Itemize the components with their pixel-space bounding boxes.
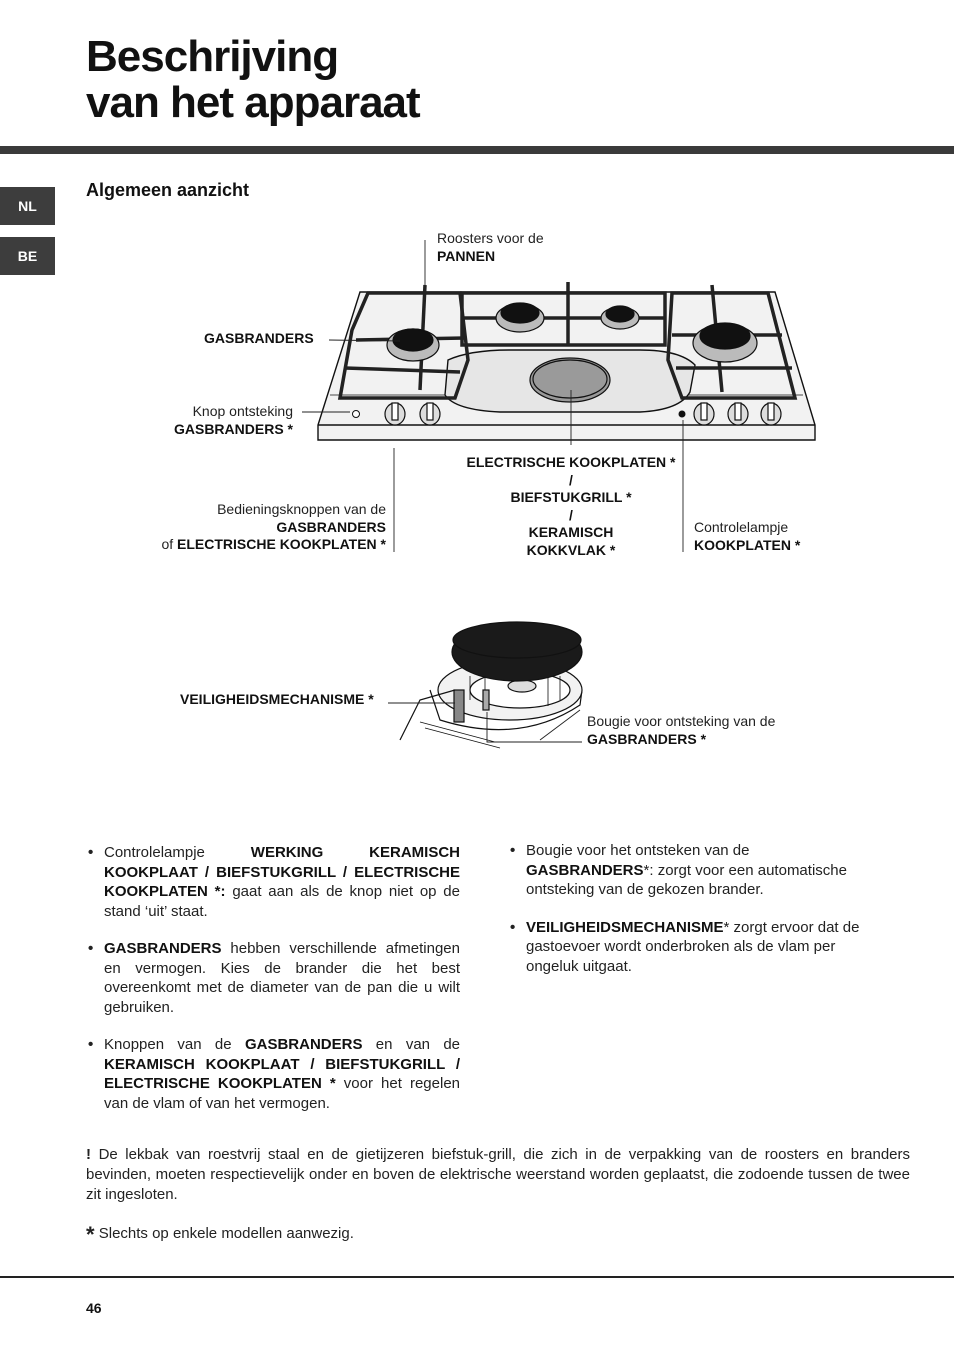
burner-right xyxy=(693,323,757,362)
lang-tab-nl[interactable]: NL xyxy=(0,187,55,225)
page-number: 46 xyxy=(86,1300,102,1316)
label-electrische-kookplaten: ELECTRISCHE KOOKPLATEN * / BIEFSTUKGRILL * / KERAMISCH KOKKVLAK * xyxy=(466,454,676,558)
label-bedieningsknoppen: Bedieningsknoppen van de GASBRANDERS of ELECTRISCHE KOOKPLATEN * xyxy=(161,501,386,552)
label-controlelampje: Controlelampje KOOKPLATEN * xyxy=(694,519,801,553)
footer-rule xyxy=(0,1276,954,1278)
control-lamp xyxy=(679,411,686,418)
list-item: • GASBRANDERS hebben verschillende afmetingen en vermogen. Kies de brander die het best overeenkomt met de diameter van de pan die u wilt gebruiken. xyxy=(88,940,460,1016)
list-item: • VEILIGHEIDSMECHANISME* zorgt ervoor dat de gastoevoer wordt onderbroken als de vlam per ongeluk uitgaat. xyxy=(510,918,860,975)
label-roosters: Roosters voor de PANNEN xyxy=(437,230,544,264)
label-knop-ontsteking: Knop ontsteking GASBRANDERS * xyxy=(173,403,293,437)
label-veiligheidsmechanisme: VEILIGHEIDSMECHANISME * xyxy=(180,691,374,707)
page-title-line-2: van het apparaat xyxy=(86,78,420,127)
warning-mark: ! xyxy=(86,1146,91,1163)
bullets-left xyxy=(86,843,460,1131)
footnote-mark: * xyxy=(86,1222,95,1247)
label-gasbranders: GASBRANDERS xyxy=(204,330,314,346)
list-item: • Controlelampje WERKING KERAMISCH KOOKPLAAT / BIEFSTUKGRILL / ELECTRISCHE KOOKPLATEN *: gaat aan als de knop niet op de stand ‘uit’ staat. xyxy=(88,844,460,920)
ignition-button xyxy=(353,411,360,418)
page-title-line-1: Beschrijving xyxy=(86,32,339,81)
section-title: Algemeen aanzicht xyxy=(86,180,250,200)
label-bougie: Bougie voor ontsteking van de GASBRANDERS * xyxy=(587,713,776,747)
warning-note: ! De lekbak van roestvrij staal en de gietijzeren biefstuk-grill, die zich in de verpakking van de roosters en branders bevinden, moeten respectievelijk onder en boven de elektrische weerstand worden geplaatst, die zodoende tussen de twee zit ingesloten. xyxy=(86,1146,910,1203)
bullets-right xyxy=(508,841,874,994)
lang-tab-be[interactable]: BE xyxy=(0,237,55,275)
list-item: • Bougie voor het ontsteken van de GASBRANDERS*: zorgt voor een automatische ontsteking van de gekozen brander. xyxy=(510,842,847,898)
list-item: • Knoppen van de GASBRANDERS en van de KERAMISCH KOOKPLAAT / BIEFSTUKGRILL / ELECTRISCHE KOOKPLATEN * voor het regelen van de vlam of van het vermogen. xyxy=(88,1036,461,1112)
burner-left xyxy=(387,329,439,361)
footnote: * Slechts op enkele modellen aanwezig. xyxy=(86,1222,354,1247)
burner-middle-left xyxy=(496,303,544,332)
electric-plate xyxy=(530,358,610,402)
